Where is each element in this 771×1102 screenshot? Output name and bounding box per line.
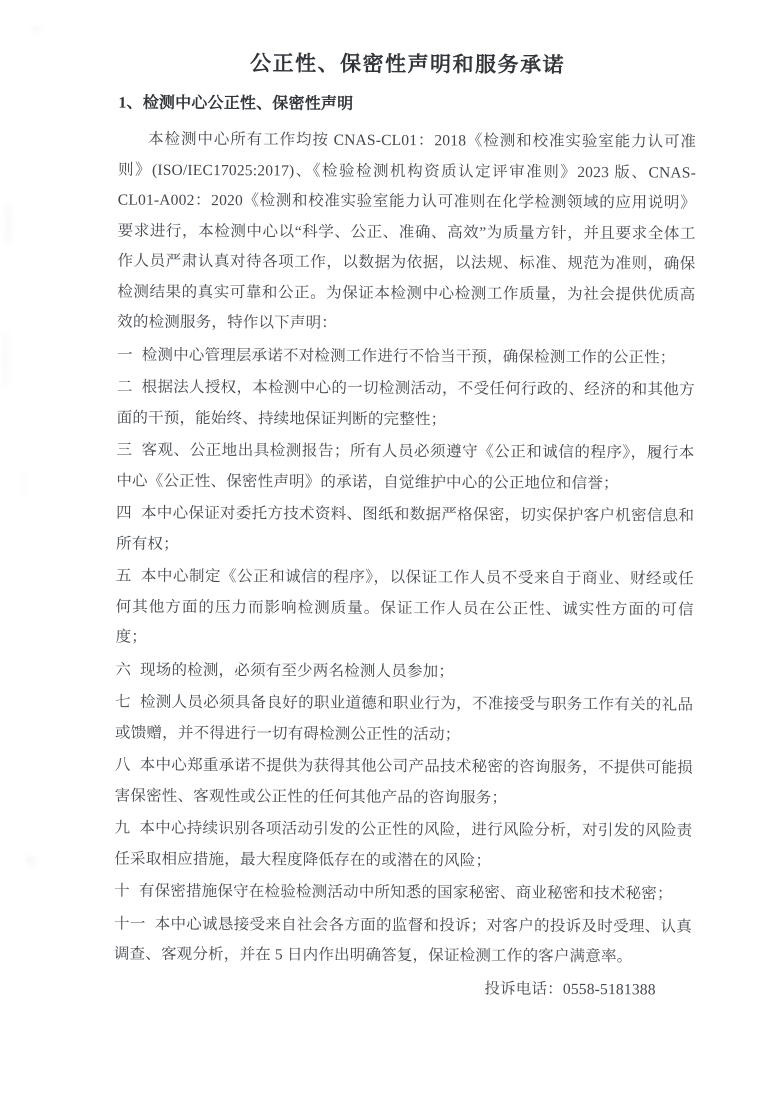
declaration-number: 七: [115, 693, 132, 711]
declaration-text: 现场的检测，必须有至少两名检测人员参加；: [140, 661, 455, 680]
declaration-item-3: [116, 436, 694, 500]
declaration-text: 本中心持续识别各项活动引发的公正性的风险，进行风险分析，对引发的风险责任采取相应措施，最大程度降低存在的或潜在的风险；: [114, 819, 693, 870]
declaration-number: 一: [116, 346, 133, 364]
declaration-item-1: [117, 340, 695, 374]
declaration-text: 本中心郑重承诺不提供为获得其他公司产品技术秘密的咨询服务，不提供可能损害保密性、客观性或公正性的任何其他产品的咨询服务；: [114, 756, 693, 807]
declaration-number: 四: [116, 504, 133, 522]
section-1-heading: 1、检测中心公正性、保密性声明: [118, 94, 354, 113]
document-content: [114, 49, 697, 1006]
declaration-item-11: [114, 909, 692, 973]
declaration-item-7: [115, 688, 693, 752]
declaration-number: 八: [114, 756, 131, 774]
complaint-phone-label: 投诉电话：: [484, 980, 563, 998]
intro-paragraph: 本检测中心所有工作均按 CNAS-CL01：2018《检测和校准实验室能力认可准则》(ISO/IEC17025:2017)、《检验检测机构资质认定评审准则》2023 版、CNAS-CL01-A002：2020《检测和校准实验室能力认可准则在化学检测领域的应用说明》要求进行，本检测中心以“科学、公正、准确、高效”为质量方针，并且要求全体工作人员严肃认真对待各项工作，以数据为依据，以法规、标准、规范为准则，确保检测结果的真实可靠和公正。为保证本检测中心检测工作质量，为社会提供优质高效的检测服务，特作以下声明：: [117, 130, 697, 332]
declaration-number: 九: [114, 819, 131, 837]
declaration-item-5: [115, 562, 693, 657]
declaration-text: 检测人员必须具备良好的职业道德和职业行为，不准接受与职务工作有关的礼品或馈赠，并不得进行一切有碍检测公正性的活动；: [114, 693, 694, 743]
document-title: 公正性、保密性声明和服务承诺: [249, 51, 566, 77]
scan-artifact: [22, 468, 26, 498]
declaration-text: 有保密措施保守在检验检测活动中所知悉的国家秘密、商业秘密和技术秘密；: [138, 882, 673, 903]
scan-artifact: [33, 26, 40, 31]
declaration-text: 检测中心管理层承诺不对检测工作进行不恰当干预，确保检测工作的公正性；: [141, 346, 676, 367]
scan-artifact: [26, 856, 35, 865]
complaint-phone-number: 0558-5181388: [562, 980, 656, 998]
declaration-number: 三: [116, 441, 133, 459]
declaration-number: 五: [115, 567, 132, 585]
scan-artifact: [3, 328, 8, 388]
declaration-item-4: [116, 499, 694, 563]
declaration-item-9: [114, 814, 692, 878]
declaration-text: 本中心制定《公正和诚信的程序》，以保证工作人员不受来自于商业、财经或任何其他方面的压力而影响检测质量。保证工作人员在公正性、诚实性方面的可信度；: [115, 567, 694, 646]
declaration-item-8: [115, 751, 693, 815]
declaration-text: 本中心保证对委托方技术资料、图纸和数据严格保密，切实保护客户机密信息和所有权；: [115, 504, 695, 553]
declaration-number: 二: [116, 378, 133, 396]
declaration-text: 客观、公正地出具检测报告；所有人员必须遵守《公正和诚信的程序》，履行本中心《公正性、保密性声明》的承诺，自觉维护中心的公正地位和信誉；: [116, 441, 695, 492]
declaration-item-6: [115, 655, 693, 689]
complaint-phone-line: [114, 972, 692, 1006]
declaration-number: 六: [115, 661, 132, 679]
declaration-number: 十: [114, 882, 130, 900]
declaration-item-2: [117, 373, 695, 437]
scan-artifact: [6, 203, 12, 245]
declaration-text: 根据法人授权，本检测中心的一切检测活动，不受任何行政的、经济的和其他方面的干预，能始终、持续地保证判断的完整性；: [116, 378, 695, 428]
declaration-item-10: [114, 877, 692, 911]
declaration-number: 十一: [113, 915, 146, 933]
declaration-text: 本中心诚恳接受来自社会各方面的监督和投诉；对客户的投诉及时受理、认真调查、客观分析，并在 5 日内作出明确答复，保证检测工作的客户满意率。: [113, 915, 693, 966]
